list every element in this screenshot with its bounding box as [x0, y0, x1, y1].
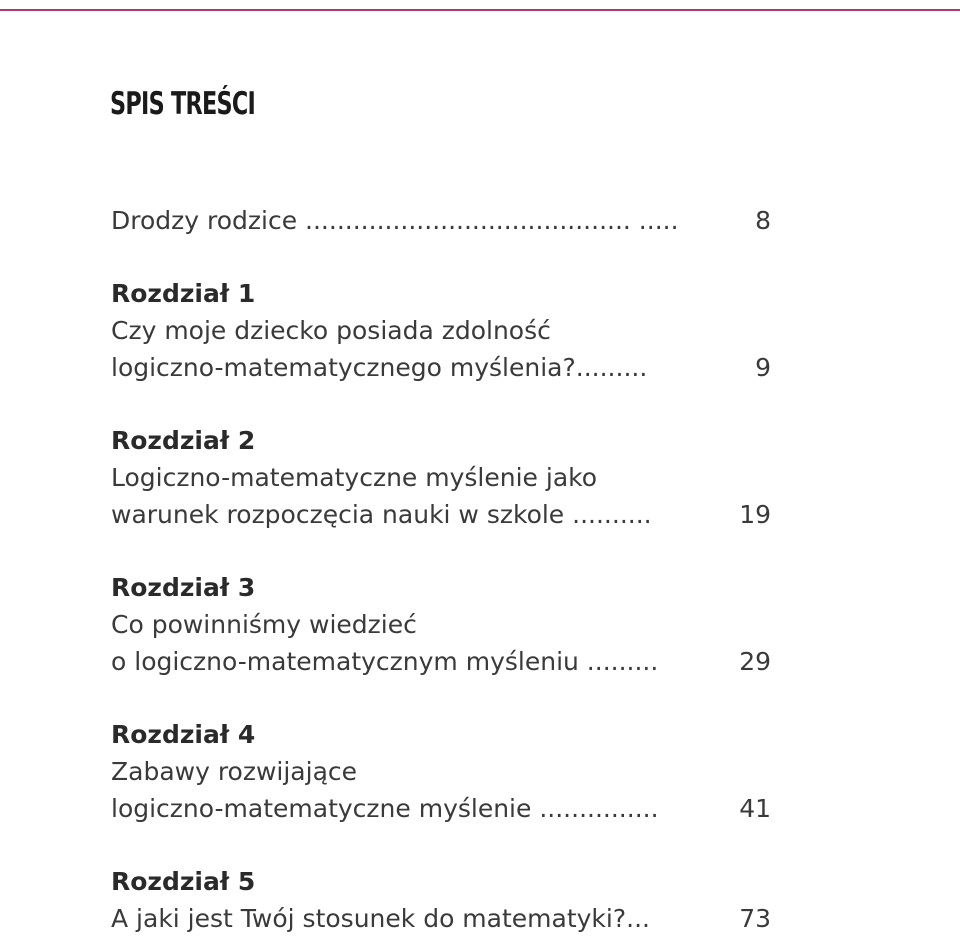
toc-page-number: 29 — [739, 647, 771, 676]
chapter-label: Rozdział 3 — [111, 573, 256, 602]
table-of-contents — [111, 202, 771, 937]
toc-entry-chapter-4[interactable] — [111, 716, 771, 827]
toc-entry-title-line: Czy moje dziecko posiada zdolność — [111, 316, 551, 345]
toc-entry-title-line: Logiczno-matematyczne myślenie jako — [111, 463, 598, 492]
toc-entry-title-line: A jaki jest Twój stosunek do matematyki?... — [111, 904, 650, 933]
entry-spacer — [111, 239, 771, 275]
entry-spacer — [111, 680, 771, 716]
page-title: SPIS TREŚCI — [110, 86, 256, 122]
toc-page-number: 41 — [739, 794, 771, 823]
toc-entry-chapter-5[interactable] — [111, 863, 771, 937]
toc-entry-chapter-2[interactable] — [111, 422, 771, 533]
toc-page-number: 19 — [739, 500, 771, 529]
entry-spacer — [111, 386, 771, 422]
entry-spacer — [111, 827, 771, 863]
toc-page-number: 9 — [755, 353, 771, 382]
toc-entry-introduction[interactable] — [111, 202, 771, 239]
toc-entry-title-line: Zabawy rozwijające — [111, 757, 358, 786]
toc-page-number: 73 — [739, 904, 771, 933]
chapter-label: Rozdział 5 — [111, 867, 256, 896]
toc-entry-title-line: Co powinniśmy wiedzieć — [111, 610, 417, 639]
toc-entry-chapter-3[interactable] — [111, 569, 771, 680]
entry-spacer — [111, 533, 771, 569]
chapter-label: Rozdział 4 — [111, 720, 256, 749]
toc-page-number: 8 — [755, 206, 771, 235]
toc-entry-title-line: logiczno-matematyczne myślenie ............... — [111, 794, 659, 823]
chapter-label: Rozdział 2 — [111, 426, 256, 455]
toc-entry-title: Drodzy rodzice ......................................... ..... — [111, 206, 679, 235]
chapter-label: Rozdział 1 — [111, 279, 256, 308]
toc-entry-title-line: o logiczno-matematycznym myśleniu ......... — [111, 647, 659, 676]
toc-entry-title-line: warunek rozpoczęcia nauki w szkole .......... — [111, 500, 652, 529]
toc-entry-title-line: logiczno-matematycznego myślenia?......... — [111, 353, 648, 382]
toc-entry-chapter-1[interactable] — [111, 275, 771, 386]
top-divider — [0, 9, 960, 11]
